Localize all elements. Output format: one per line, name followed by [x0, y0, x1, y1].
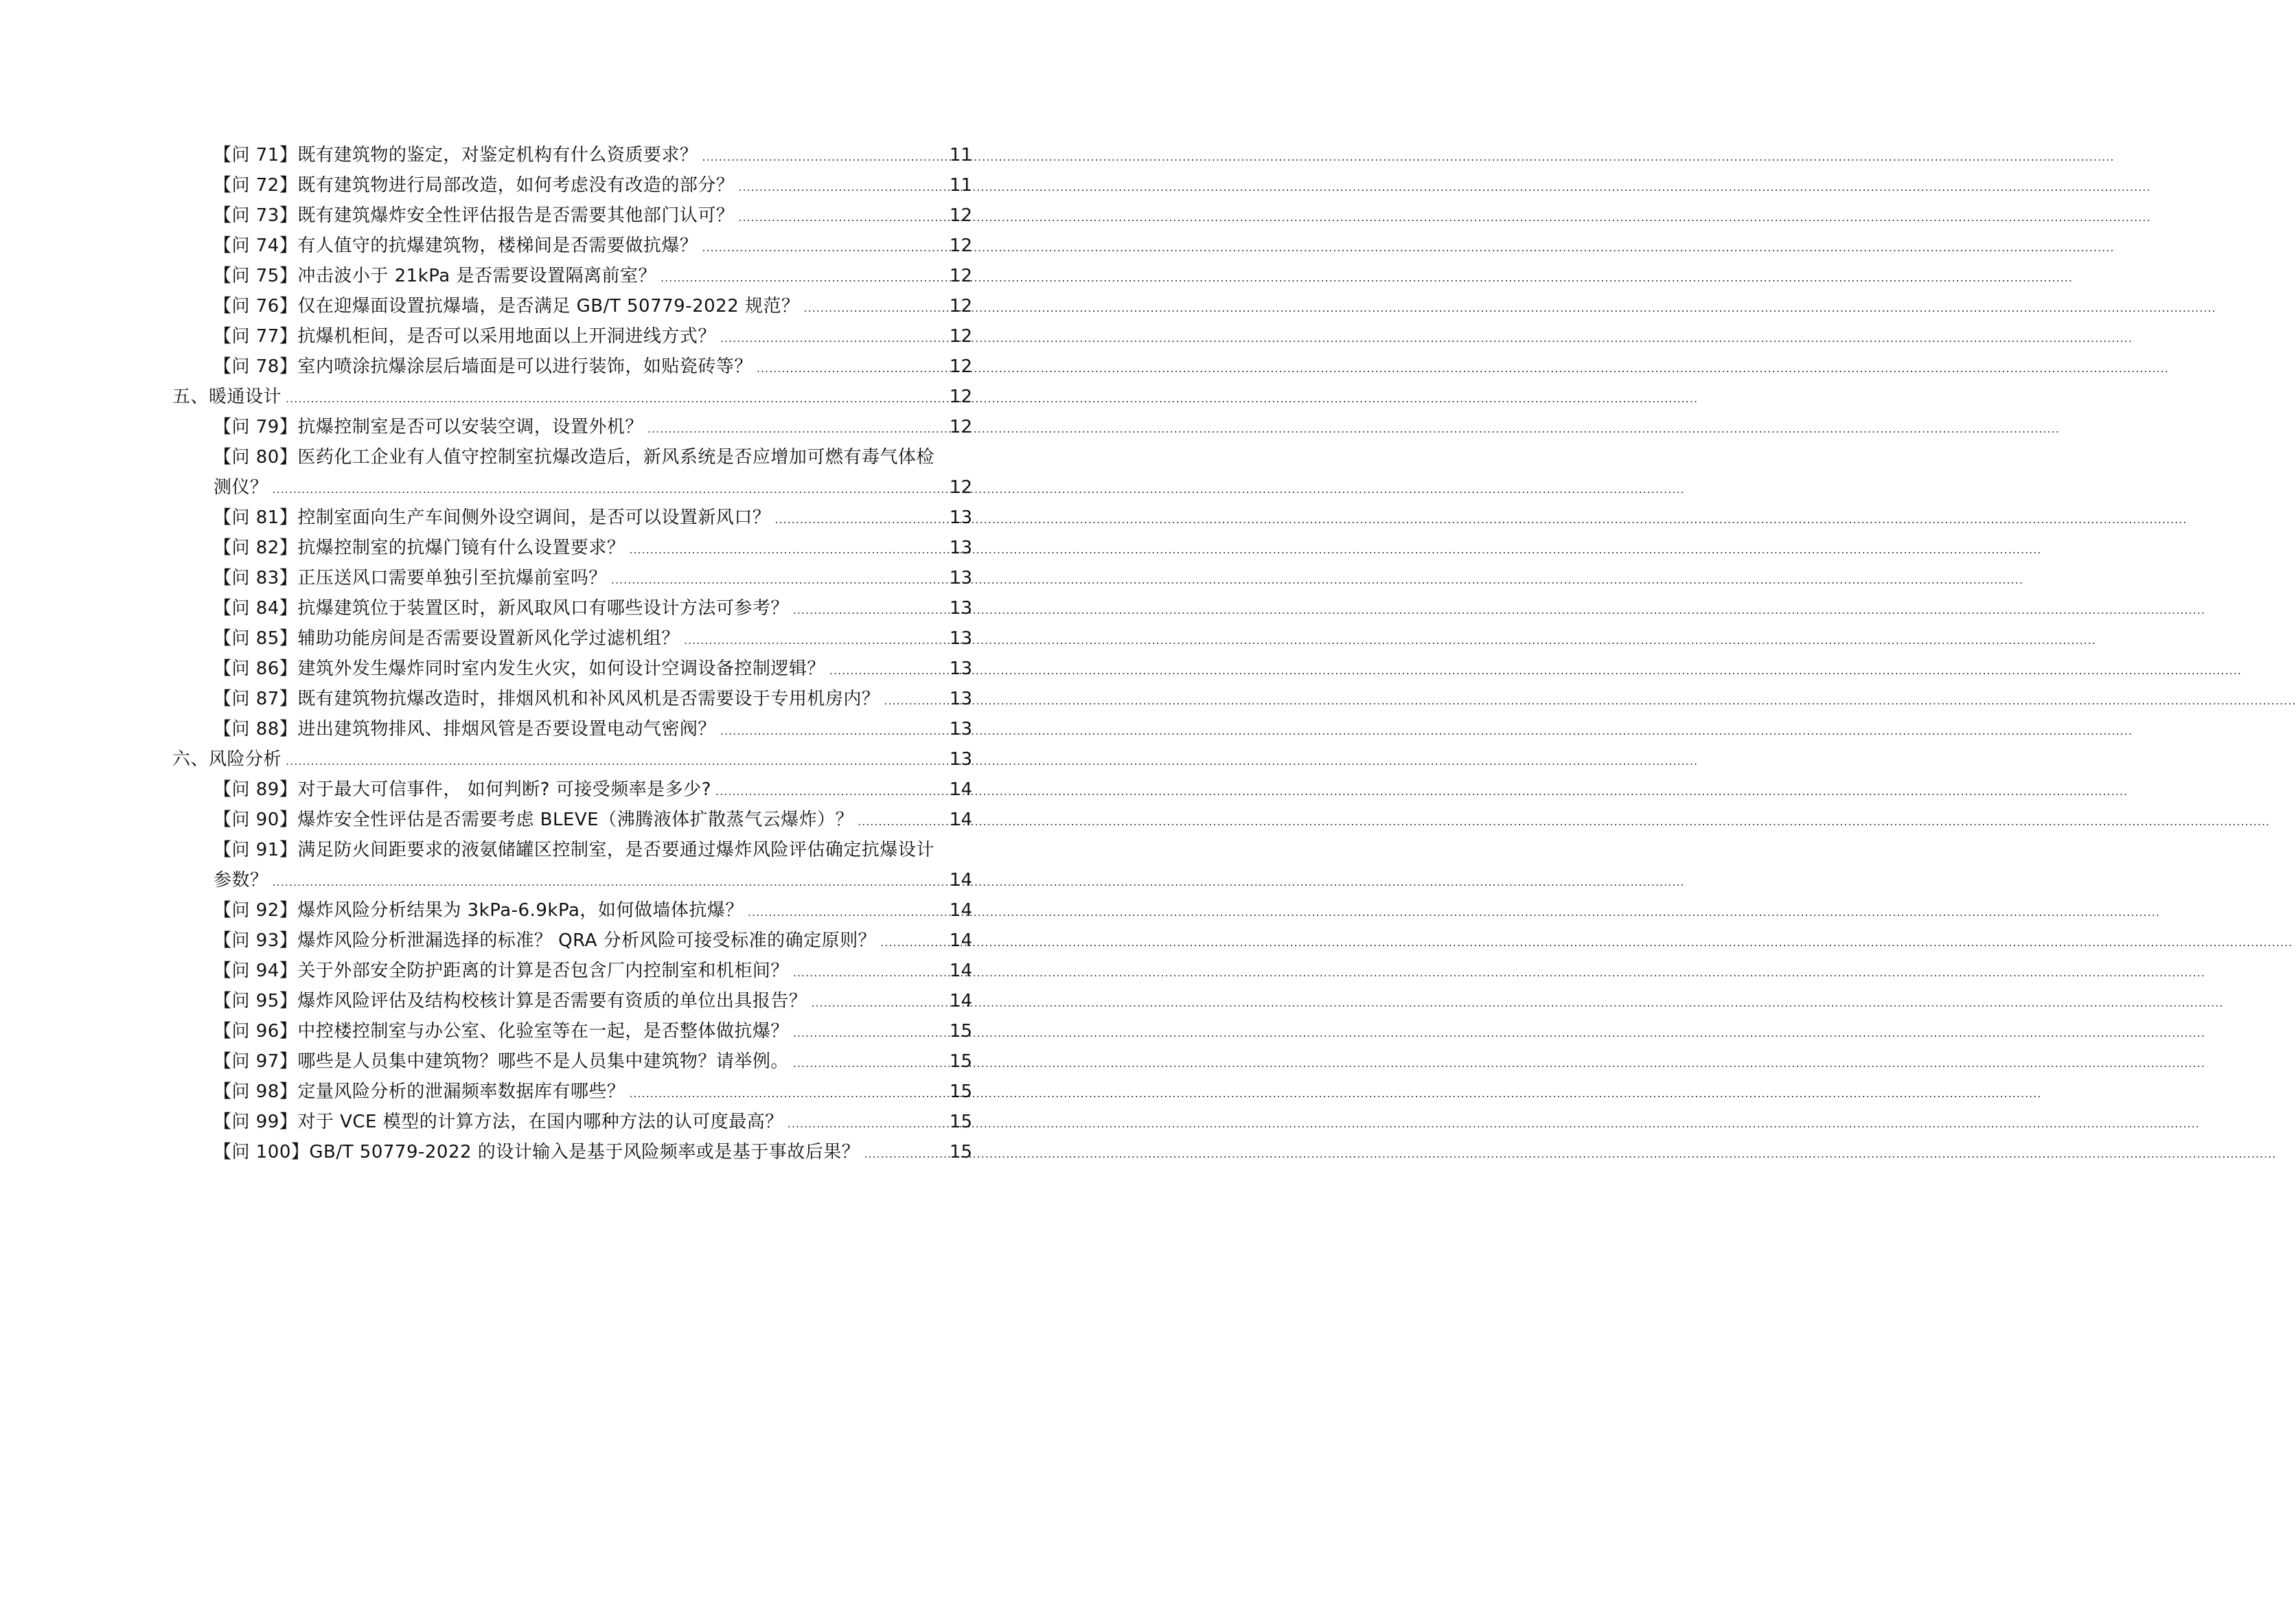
toc-entry-q74[interactable] — [172, 231, 972, 261]
toc-entry-text: 【问 71】既有建筑物的鉴定，对鉴定机构有什么资质要求？ — [214, 145, 698, 165]
toc-entry-q86[interactable] — [172, 654, 972, 684]
toc-entry-text-line2: 参数？ — [214, 870, 268, 891]
toc-page-number: 15 — [949, 1142, 972, 1162]
toc-page-number: 13 — [949, 598, 972, 619]
toc-leader-dots — [702, 233, 947, 263]
toc-page-number: 14 — [949, 930, 972, 951]
toc-entry-q78[interactable] — [172, 352, 972, 382]
toc-leader-dots — [738, 203, 947, 233]
toc-entry-q73[interactable] — [172, 200, 972, 231]
toc-leader-dots — [748, 897, 947, 928]
toc-entry-q95[interactable] — [172, 986, 972, 1016]
toc-leader-dots — [880, 928, 947, 958]
toc-leader-dots — [793, 958, 947, 988]
toc-entry-text: 【问 78】室内喷涂抗爆涂层后墙面是可以进行装饰，如贴瓷砖等？ — [214, 356, 753, 377]
toc-leader-dots — [858, 807, 947, 837]
toc-entry-text: 【问 99】对于 VCE 模型的计算方法，在国内哪种方法的认可度最高？ — [214, 1112, 783, 1132]
toc-page-number: 15 — [949, 1051, 972, 1072]
toc-leader-dots — [793, 1048, 947, 1079]
toc-leader-dots — [684, 626, 947, 656]
toc-entry-q93[interactable] — [172, 926, 972, 956]
toc-page-number: 14 — [949, 870, 972, 891]
toc-page-number: 12 — [949, 236, 972, 256]
toc-leader-dots — [611, 565, 947, 595]
toc-leader-dots — [804, 293, 947, 323]
toc-entry-q100[interactable] — [172, 1137, 972, 1167]
toc-entry-text: 【问 95】爆炸风险评估及结构校核计算是否需要有资质的单位出具报告？ — [214, 991, 807, 1011]
toc-page-number: 13 — [949, 538, 972, 558]
toc-entry-text: 【问 83】正压送风口需要单独引至抗爆前室吗？ — [214, 568, 607, 588]
toc-entry-q88[interactable] — [172, 714, 972, 744]
toc-section-title: 五、暖通设计 — [172, 387, 282, 407]
toc-page-number: 13 — [949, 749, 972, 770]
toc-entry-text: 【问 98】定量风险分析的泄漏频率数据库有哪些？ — [214, 1081, 625, 1102]
toc-page-number: 11 — [949, 175, 972, 196]
toc-page-number: 12 — [949, 205, 972, 226]
toc-leader-dots — [629, 1079, 947, 1109]
toc-entry-q72[interactable] — [172, 170, 972, 200]
toc-page-number: 12 — [949, 417, 972, 437]
toc-leader-dots — [829, 656, 947, 686]
toc-entry-q75[interactable] — [172, 261, 972, 291]
toc-page-number: 14 — [949, 779, 972, 800]
toc-entry-text: 【问 93】爆炸风险分析泄漏选择的标准？ QRA 分析风险可接受标准的确定原则？ — [214, 930, 877, 951]
toc-entry-q97[interactable] — [172, 1046, 972, 1077]
toc-page-number: 14 — [949, 991, 972, 1011]
toc-entry-text: 【问 90】爆炸安全性评估是否需要考虑 BLEVE（沸腾液体扩散蒸气云爆炸）？ — [214, 810, 854, 830]
toc-page-number: 12 — [949, 356, 972, 377]
toc-leader-dots — [788, 1109, 947, 1139]
toc-entry-q77[interactable] — [172, 321, 972, 352]
toc-section-hvac[interactable] — [172, 382, 972, 412]
toc-entry-text: 【问 96】中控楼控制室与办公室、化验室等在一起，是否整体做抗爆？ — [214, 1021, 789, 1042]
toc-entry-text: 【问 82】抗爆控制室的抗爆门镜有什么设置要求？ — [214, 538, 625, 558]
toc-section-title: 六、风险分析 — [172, 749, 282, 770]
toc-entry-text: 【问 76】仅在迎爆面设置抗爆墙，是否满足 GB/T 50779-2022 规范？ — [214, 296, 800, 317]
toc-leader-dots — [715, 777, 947, 807]
toc-leader-dots — [286, 746, 947, 777]
toc-page-number: 12 — [949, 326, 972, 347]
toc-page-number: 14 — [949, 961, 972, 981]
toc-entry-text-line1: 【问 91】满足防火间距要求的液氨储罐区控制室，是否要通过爆炸风险评估确定抗爆设计 — [214, 840, 934, 860]
toc-entry-q90[interactable] — [172, 805, 972, 835]
toc-leader-dots — [273, 474, 947, 505]
toc-entry-q83[interactable] — [172, 563, 972, 593]
toc-entry-text: 【问 77】抗爆机柜间，是否可以采用地面以上开洞进线方式？ — [214, 326, 716, 347]
toc-leader-dots — [757, 354, 947, 384]
toc-page-number: 13 — [949, 658, 972, 679]
toc-leader-dots — [864, 1139, 947, 1169]
toc-entry-text: 【问 85】辅助功能房间是否需要设置新风化学过滤机组？ — [214, 628, 680, 649]
toc-entry-text: 【问 84】抗爆建筑位于装置区时，新风取风口有哪些设计方法可参考？ — [214, 598, 789, 619]
toc-entry-text: 【问 100】GB/T 50779-2022 的设计输入是基于风险频率或是基于事故后果？ — [214, 1142, 860, 1162]
toc-entry-q87[interactable] — [172, 684, 972, 714]
toc-page-number: 12 — [949, 296, 972, 317]
toc-leader-dots — [774, 505, 947, 535]
toc-page-number: 15 — [949, 1021, 972, 1042]
toc-page-number: 14 — [949, 900, 972, 921]
toc-entry-q96[interactable] — [172, 1016, 972, 1046]
toc-leader-dots — [738, 172, 947, 203]
toc-leader-dots — [811, 988, 947, 1018]
toc-entry-q92[interactable] — [172, 895, 972, 926]
toc-entry-text: 【问 75】冲击波小于 21kPa 是否需要设置隔离前室？ — [214, 266, 656, 286]
toc-page-number: 12 — [949, 266, 972, 286]
toc-leader-dots — [720, 716, 947, 746]
toc-page-number: 14 — [949, 810, 972, 830]
toc-leader-dots — [793, 595, 947, 626]
toc-entry-text: 【问 94】关于外部安全防护距离的计算是否包含厂内控制室和机柜间？ — [214, 961, 789, 981]
toc-entry-text: 【问 87】既有建筑物抗爆改造时，排烟风机和补风风机是否需要设于专用机房内？ — [214, 689, 880, 709]
toc-entry-q91[interactable] — [172, 835, 972, 895]
toc-page-number: 11 — [949, 145, 972, 165]
toc-page-number: 12 — [949, 477, 972, 498]
toc-page-number: 13 — [949, 628, 972, 649]
toc-entry-q99[interactable] — [172, 1107, 972, 1137]
toc-entry-text: 【问 72】既有建筑物进行局部改造，如何考虑没有改造的部分？ — [214, 175, 735, 196]
toc-entry-text: 【问 73】既有建筑爆炸安全性评估报告是否需要其他部门认可？ — [214, 205, 735, 226]
toc-entry-q85[interactable] — [172, 623, 972, 654]
toc-entry-text: 【问 89】对于最大可信事件， 如何判断? 可接受频率是多少? — [214, 779, 711, 800]
toc-page-number: 15 — [949, 1112, 972, 1132]
toc-leader-dots — [629, 535, 947, 565]
toc-page-number: 15 — [949, 1081, 972, 1102]
toc-entry-text: 【问 97】哪些是人员集中建筑物？哪些不是人员集中建筑物？请举例。 — [214, 1051, 789, 1072]
toc-leader-dots — [273, 867, 947, 897]
toc-entry-q79[interactable] — [172, 412, 972, 442]
toc-entry-q82[interactable] — [172, 533, 972, 563]
toc-entry-q94[interactable] — [172, 956, 972, 986]
toc-entry-text: 【问 86】建筑外发生爆炸同时室内发生火灾，如何设计空调设备控制逻辑？ — [214, 658, 825, 679]
toc-entry-q84[interactable] — [172, 593, 972, 623]
toc-leader-dots — [647, 414, 947, 444]
toc-entry-q76[interactable] — [172, 291, 972, 321]
toc-entry-text: 【问 79】抗爆控制室是否可以安装空调，设置外机？ — [214, 417, 643, 437]
toc-page-number: 13 — [949, 568, 972, 588]
toc-entry-text: 【问 92】爆炸风险分析结果为 3kPa-6.9kPa，如何做墙体抗爆？ — [214, 900, 744, 921]
toc-leader-dots — [884, 686, 947, 716]
toc-leader-dots — [793, 1018, 947, 1048]
toc-page-number: 13 — [949, 719, 972, 739]
toc-leader-dots — [661, 263, 947, 293]
toc-page-number: 13 — [949, 689, 972, 709]
toc-entry-text: 【问 74】有人值守的抗爆建筑物，楼梯间是否需要做抗爆？ — [214, 236, 698, 256]
toc-leader-dots — [720, 323, 947, 354]
toc-section-risk-analysis[interactable] — [172, 744, 972, 775]
table-of-contents — [172, 140, 972, 1167]
toc-entry-text: 【问 81】控制室面向生产车间侧外设空调间，是否可以设置新风口？ — [214, 507, 771, 528]
toc-page-number: 13 — [949, 507, 972, 528]
toc-entry-text: 【问 88】进出建筑物排风、排烟风管是否要设置电动气密阀？ — [214, 719, 716, 739]
toc-entry-q89[interactable] — [172, 775, 972, 805]
toc-page-number: 12 — [949, 387, 972, 407]
toc-leader-dots — [702, 142, 947, 172]
toc-entry-q80[interactable] — [172, 442, 972, 503]
toc-entry-text-line1: 【问 80】医药化工企业有人值守控制室抗爆改造后，新风系统是否应增加可燃有毒气体检 — [214, 447, 934, 468]
toc-entry-q98[interactable] — [172, 1077, 972, 1107]
toc-leader-dots — [286, 384, 947, 414]
toc-entry-q81[interactable] — [172, 503, 972, 533]
toc-entry-text-line2: 测仪？ — [214, 477, 268, 498]
toc-entry-q71[interactable] — [172, 140, 972, 170]
